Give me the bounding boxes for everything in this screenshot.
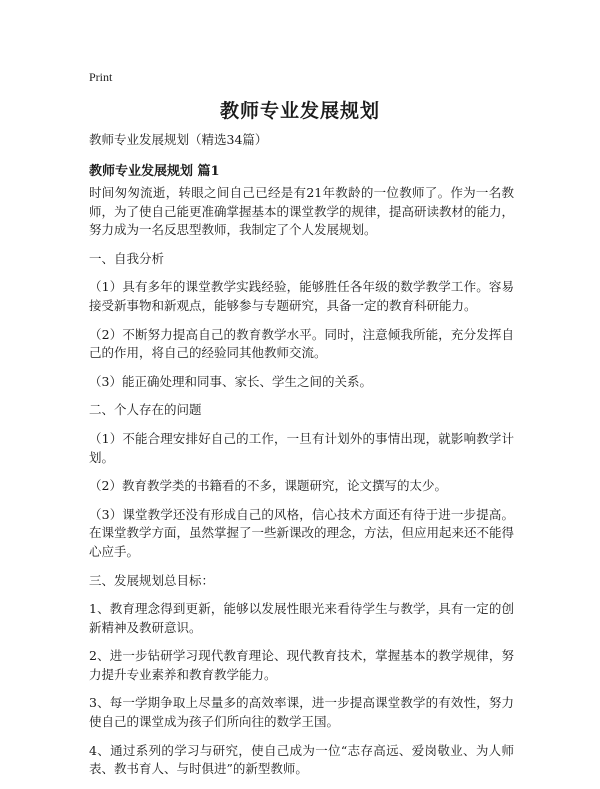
heading-problems: 二、个人存在的问题: [89, 402, 202, 418]
paragraph: （1）不能合理安排好自己的工作，一旦有计划外的事情出现，就影响教学计划。: [89, 430, 514, 465]
paragraph: （2）教育教学类的书籍看的不多，课题研究，论文撰写的太少。: [89, 478, 447, 494]
paragraph: 1、教育理念得到更新，能够以发展性眼光来看待学生与教学，具有一定的创新精神及教研意识。: [89, 601, 514, 635]
paragraph: 3、每一学期争取上尽量多的高效率课，进一步提高课堂教学的有效性，努力使自己的课堂成为孩子们所向往的数学王国。: [89, 695, 514, 730]
paragraph: 2、进一步钻研学习现代教育理论、现代教育技术，掌握基本的教学规律，努力提升专业素养和教育教学能力。: [89, 648, 514, 682]
page-title: 教师专业发展规划: [219, 100, 380, 122]
print-link[interactable]: Print: [89, 70, 113, 84]
article-body: [89, 184, 514, 789]
heading-goals: 三、发展规划总目标：: [89, 572, 215, 588]
section-heading: 教师专业发展规划 篇1: [89, 164, 220, 179]
paragraph: 4、通过系列的学习与研究，使自己成为一位“志存高远、爱岗敬业、为人师表、教书育人、与时俱进”的新型教师。: [89, 742, 514, 777]
paragraph: （2）不断努力提高自己的教育教学水平。同时，注意倾我所能，充分发挥自己的作用，将自己的经验同其他教师交流。: [89, 326, 514, 361]
paragraph: （3）能正确处理和同事、家长、学生之间的关系。: [89, 373, 372, 389]
paragraph: （3）课堂教学还没有形成自己的风格，信心技术方面还有待于进一步提高。在课堂教学方面，虽然掌握了一些新课改的理念，方法，但应用起来还不能得心应手。: [89, 506, 515, 559]
document-subtitle: 教师专业发展规划（精选34篇）: [89, 132, 268, 147]
paragraph-intro: 时间匆匆流逝，转眼之间自己已经是有21年教龄的一位教师了。作为一名教师，为了使自己能更准确掌握基本的课堂教学的规律，提高研读教材的能力，努力成为一名反思型教师，我制定了个人发展规划。: [89, 185, 515, 238]
heading-self-analysis: 一、自我分析: [89, 250, 165, 266]
paragraph: （1）具有多年的课堂教学实践经验，能够胜任各年级的数学教学工作。容易接受新事物和新观点，能够参与专题研究，具备一定的教育科研能力。: [89, 279, 514, 313]
